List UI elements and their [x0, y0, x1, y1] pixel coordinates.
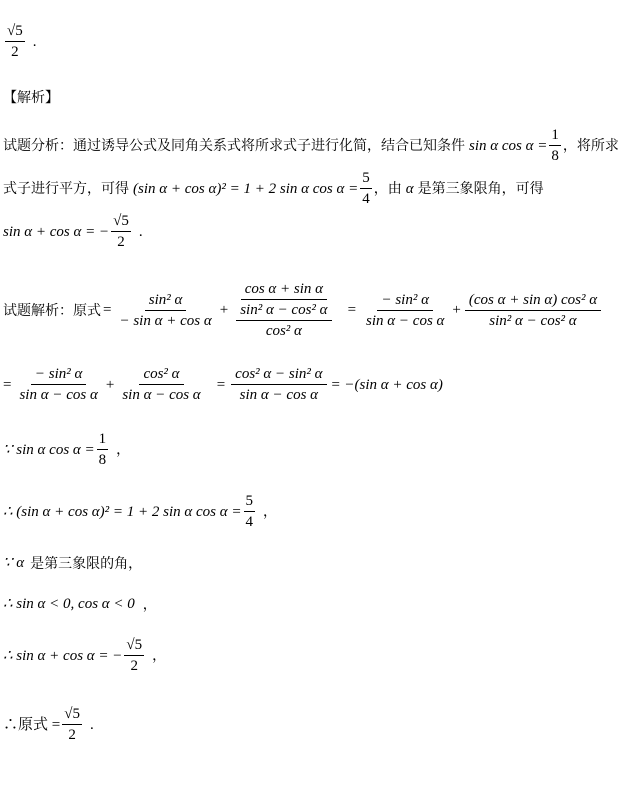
solution-row-2: [3, 367, 443, 403]
row1-f3-numerator: − sin² α: [377, 293, 433, 311]
row2-fraction-2: [118, 367, 204, 403]
equals-sign: =: [3, 376, 12, 393]
square-denominator: 4: [362, 191, 370, 207]
row2-f1-denominator: sin α − cos α: [19, 387, 98, 403]
step5-numerator: √5: [124, 638, 144, 656]
step-1: [3, 432, 130, 468]
step5-fraction: [124, 638, 144, 674]
condition-expression: sin α cos α =: [469, 137, 548, 154]
row1-fraction-4: [465, 293, 601, 329]
square-expression: (sin α + cos α)² = 1 + 2 sin α cos α =: [133, 180, 359, 197]
result-fraction: [111, 214, 131, 250]
step1-fraction: [97, 432, 109, 468]
row1-fraction-2: [232, 282, 335, 339]
step1-tail: ，: [116, 442, 131, 458]
step1-denominator: 8: [98, 452, 107, 468]
step-2: [3, 494, 277, 530]
condition-fraction: [549, 128, 561, 164]
step2-tail: ，: [263, 504, 278, 520]
analysis-line-3: [3, 214, 143, 250]
condition-denominator: 8: [551, 148, 559, 164]
square-numerator: 5: [360, 171, 372, 189]
analysis-label: 试题分析：: [3, 138, 73, 154]
analysis-text-5: 是第三象限角，可得: [417, 181, 544, 197]
row2-f2-denominator: sin α − cos α: [122, 387, 201, 403]
row1-fraction-3: [362, 293, 448, 329]
step2-denominator: 4: [245, 514, 254, 530]
row2-f3-denominator: sin α − cos α: [239, 387, 319, 403]
step2-fraction: [244, 494, 256, 530]
step6-fraction: [62, 707, 82, 743]
equals-sign: =: [347, 302, 357, 318]
square-fraction: [360, 171, 372, 207]
equals-sign: =: [103, 302, 112, 318]
step5-denominator: 2: [130, 658, 139, 674]
row1-fraction-1: [115, 293, 215, 329]
plus-sign: +: [219, 302, 229, 318]
step1-prefix: ∵ sin α cos α =: [3, 441, 95, 458]
result-numerator: √5: [111, 214, 131, 232]
result-denominator: 2: [117, 234, 125, 250]
row2-f3-numerator: cos² α − sin² α: [231, 367, 326, 385]
row2-f2-numerator: cos² α: [139, 367, 183, 385]
row2-tail: = −(sin α + cos α): [330, 376, 443, 393]
row1-f1-denominator: − sin α + cos α: [119, 312, 212, 329]
step6-prefix: ∴原式 =: [3, 716, 61, 733]
row1-f3-denominator: sin α − cos α: [366, 312, 445, 329]
answer-denominator: 2: [11, 44, 19, 60]
step-5: [3, 638, 166, 674]
step5-tail: ，: [152, 648, 167, 664]
row2-f1-numerator: − sin² α: [31, 367, 87, 385]
result-tail: .: [138, 223, 143, 240]
step4-prefix: ∴ sin α < 0, cos α < 0: [3, 596, 135, 612]
step6-denominator: 2: [68, 727, 76, 743]
row1-f4-numerator: (cos α + sin α) cos² α: [465, 293, 601, 311]
analysis-text-2: ，将所求: [562, 138, 619, 154]
analysis-text-1: 通过诱导公式及同角关系式将所求式子进行化简，结合已知条件: [73, 138, 465, 154]
answer-tail: .: [32, 33, 37, 50]
answer-numerator: √5: [5, 24, 25, 42]
step-3: [3, 556, 142, 571]
row2-fraction-3: [231, 367, 326, 403]
row1-f2-numerator: cos α + sin α: [241, 282, 327, 300]
analysis-line-2: [3, 171, 544, 207]
step1-numerator: 1: [97, 432, 109, 450]
step5-prefix: ∴ sin α + cos α = −: [3, 647, 123, 664]
step2-numerator: 5: [244, 494, 256, 512]
equals-sign: =: [216, 376, 226, 393]
analysis-line-1: [3, 128, 619, 164]
step-6: [3, 707, 94, 743]
section-title: 【解析】: [3, 90, 59, 106]
step6-numerator: √5: [62, 707, 82, 725]
row1-f4-denominator: sin² α − cos² α: [489, 312, 577, 329]
answer-fraction: [5, 24, 25, 60]
condition-numerator: 1: [549, 128, 561, 146]
row1-inner-fraction: [236, 303, 331, 339]
analysis-text-3: 式子进行平方，可得: [3, 181, 129, 197]
row1-inner-numerator: sin² α − cos² α: [236, 303, 331, 321]
solution-row-1: [3, 282, 603, 339]
row2-fraction-1: [15, 367, 101, 403]
row1-f1-numerator: sin² α: [145, 293, 187, 311]
row1-inner-denominator: cos² α: [265, 323, 302, 339]
plus-sign: +: [105, 376, 115, 393]
step2-prefix: ∴ (sin α + cos α)² = 1 + 2 sin α cos α =: [3, 503, 242, 520]
row1-f2-denominator: [232, 300, 335, 339]
step-4: [3, 597, 157, 612]
step4-tail: ，: [142, 596, 157, 613]
result-expression: sin α + cos α = −: [3, 223, 110, 240]
analysis-text-4: ，由: [373, 181, 402, 197]
alpha-symbol: α: [405, 180, 414, 197]
step6-tail: .: [89, 716, 94, 733]
plus-sign: +: [452, 302, 461, 318]
solution-label: 试题解析：原式: [3, 302, 101, 319]
step3-prefix: ∵ α: [3, 555, 25, 571]
step3-text: 是第三象限的角，: [30, 555, 143, 572]
top-answer: [3, 24, 36, 60]
